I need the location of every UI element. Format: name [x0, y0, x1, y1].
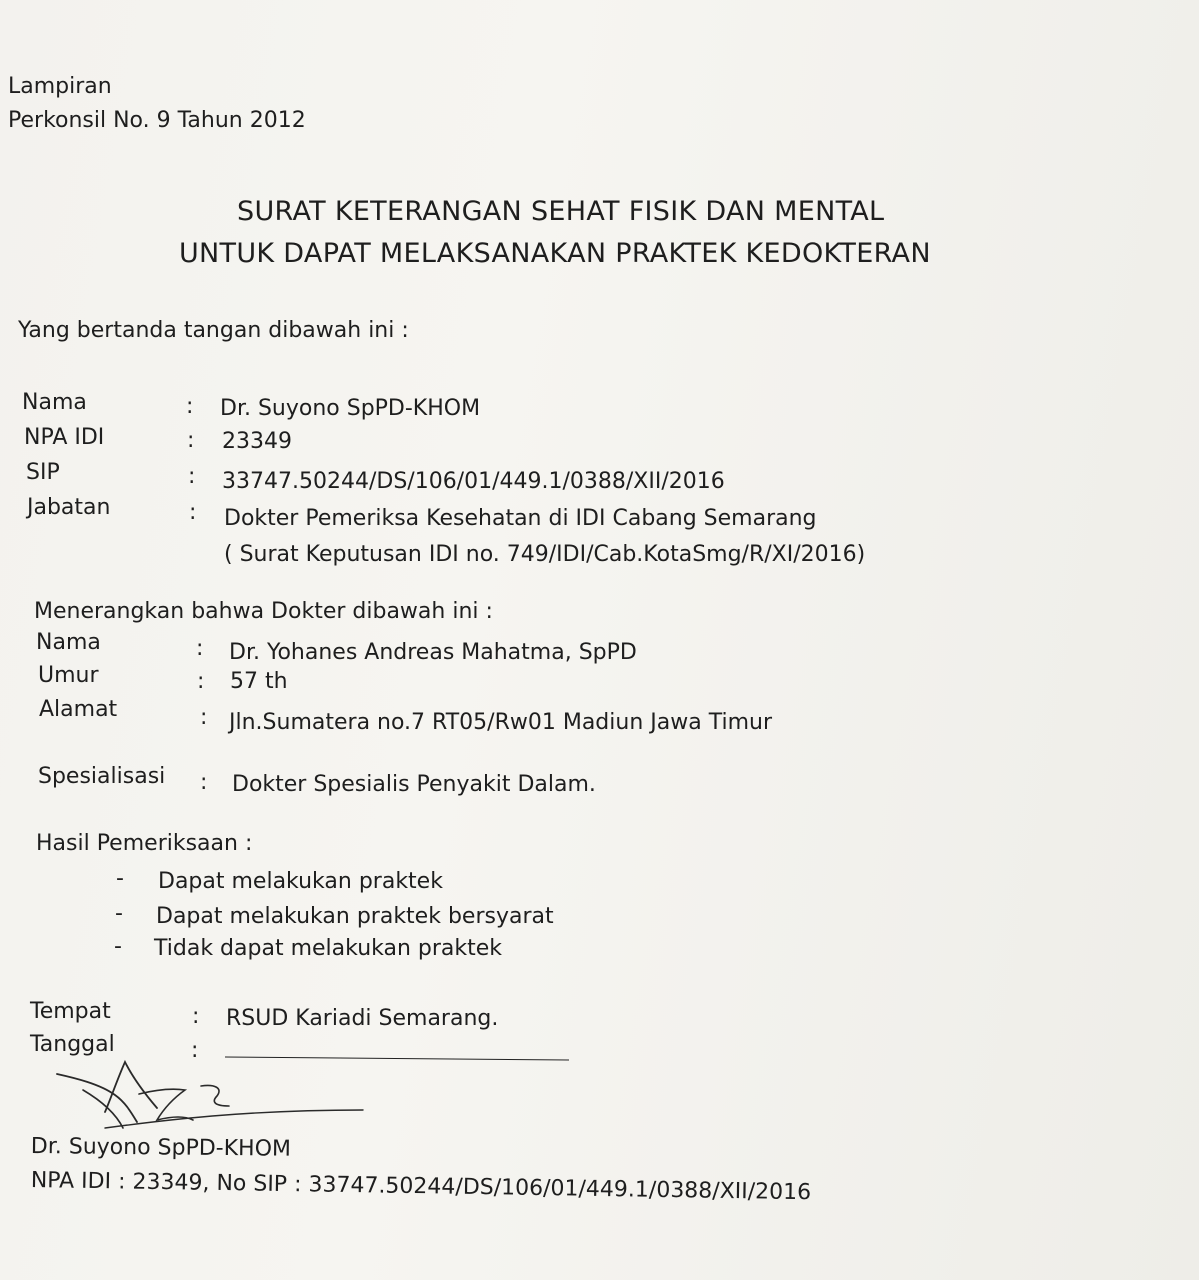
- doctor-nama-value: Dr. Yohanes Andreas Mahatma, SpPD: [229, 640, 637, 665]
- hasil-label: Hasil Pemeriksaan :: [36, 831, 253, 856]
- hasil-option-1: Dapat melakukan praktek: [158, 869, 443, 894]
- doctor-spesialisasi-label: Spesialisasi: [38, 764, 166, 789]
- colon: :: [200, 705, 208, 730]
- signer-sip-label: SIP: [26, 460, 60, 485]
- tempat-value: RSUD Kariadi Semarang.: [226, 1006, 499, 1031]
- document-title-line1: SURAT KETERANGAN SEHAT FISIK DAN MENTAL: [237, 196, 885, 227]
- signer-jabatan-value: Dokter Pemeriksa Kesehatan di IDI Cabang Semarang: [224, 506, 817, 531]
- signer-npa-label: NPA IDI: [24, 425, 105, 450]
- document-title-line2: UNTUK DAPAT MELAKSANAKAN PRAKTEK KEDOKTERAN: [179, 238, 931, 269]
- doctor-nama-label: Nama: [36, 630, 101, 655]
- signer-jabatan-note: ( Surat Keputusan IDI no. 749/IDI/Cab.KotaSmg/R/XI/2016): [224, 542, 866, 567]
- doctor-spesialisasi-value: Dokter Spesialis Penyakit Dalam.: [232, 772, 596, 797]
- perkonsil-reference: Perkonsil No. 9 Tahun 2012: [8, 108, 306, 133]
- list-bullet: -: [114, 934, 122, 959]
- hasil-option-3: Tidak dapat melakukan praktek: [154, 936, 503, 961]
- lampiran-label: Lampiran: [8, 74, 112, 99]
- tempat-label: Tempat: [30, 999, 111, 1024]
- tanggal-label: Tanggal: [30, 1032, 115, 1057]
- colon: :: [197, 669, 205, 694]
- doctor-alamat-label: Alamat: [39, 697, 118, 722]
- colon: :: [189, 500, 197, 525]
- doctor-umur-label: Umur: [38, 663, 99, 688]
- signature-icon: [45, 1050, 375, 1140]
- colon: :: [188, 464, 196, 489]
- colon: :: [186, 394, 194, 419]
- intro-text: Yang bertanda tangan dibawah ini :: [18, 318, 409, 343]
- footer-signer-name: Dr. Suyono SpPD-KHOM: [30, 1134, 292, 1162]
- menerangkan-text: Menerangkan bahwa Dokter dibawah ini :: [34, 599, 493, 624]
- signer-nama-value: Dr. Suyono SpPD-KHOM: [220, 396, 481, 421]
- colon: :: [196, 636, 204, 661]
- colon: :: [187, 428, 195, 453]
- colon: :: [200, 770, 208, 795]
- doctor-umur-value: 57 th: [230, 669, 288, 694]
- signer-jabatan-label: Jabatan: [27, 495, 111, 520]
- footer-signer-ids: NPA IDI : 23349, No SIP : 33747.50244/DS/106/01/449.1/0388/XII/2016: [30, 1168, 812, 1206]
- signer-sip-value: 33747.50244/DS/106/01/449.1/0388/XII/2016: [222, 469, 725, 494]
- hasil-option-2: Dapat melakukan praktek bersyarat: [156, 904, 554, 929]
- colon: :: [192, 1004, 200, 1029]
- signer-nama-label: Nama: [22, 390, 87, 415]
- list-bullet: -: [115, 901, 123, 926]
- signer-npa-value: 23349: [222, 429, 292, 454]
- doctor-alamat-value: Jln.Sumatera no.7 RT05/Rw01 Madiun Jawa Timur: [229, 710, 772, 735]
- list-bullet: -: [116, 866, 124, 891]
- colon: :: [191, 1038, 199, 1063]
